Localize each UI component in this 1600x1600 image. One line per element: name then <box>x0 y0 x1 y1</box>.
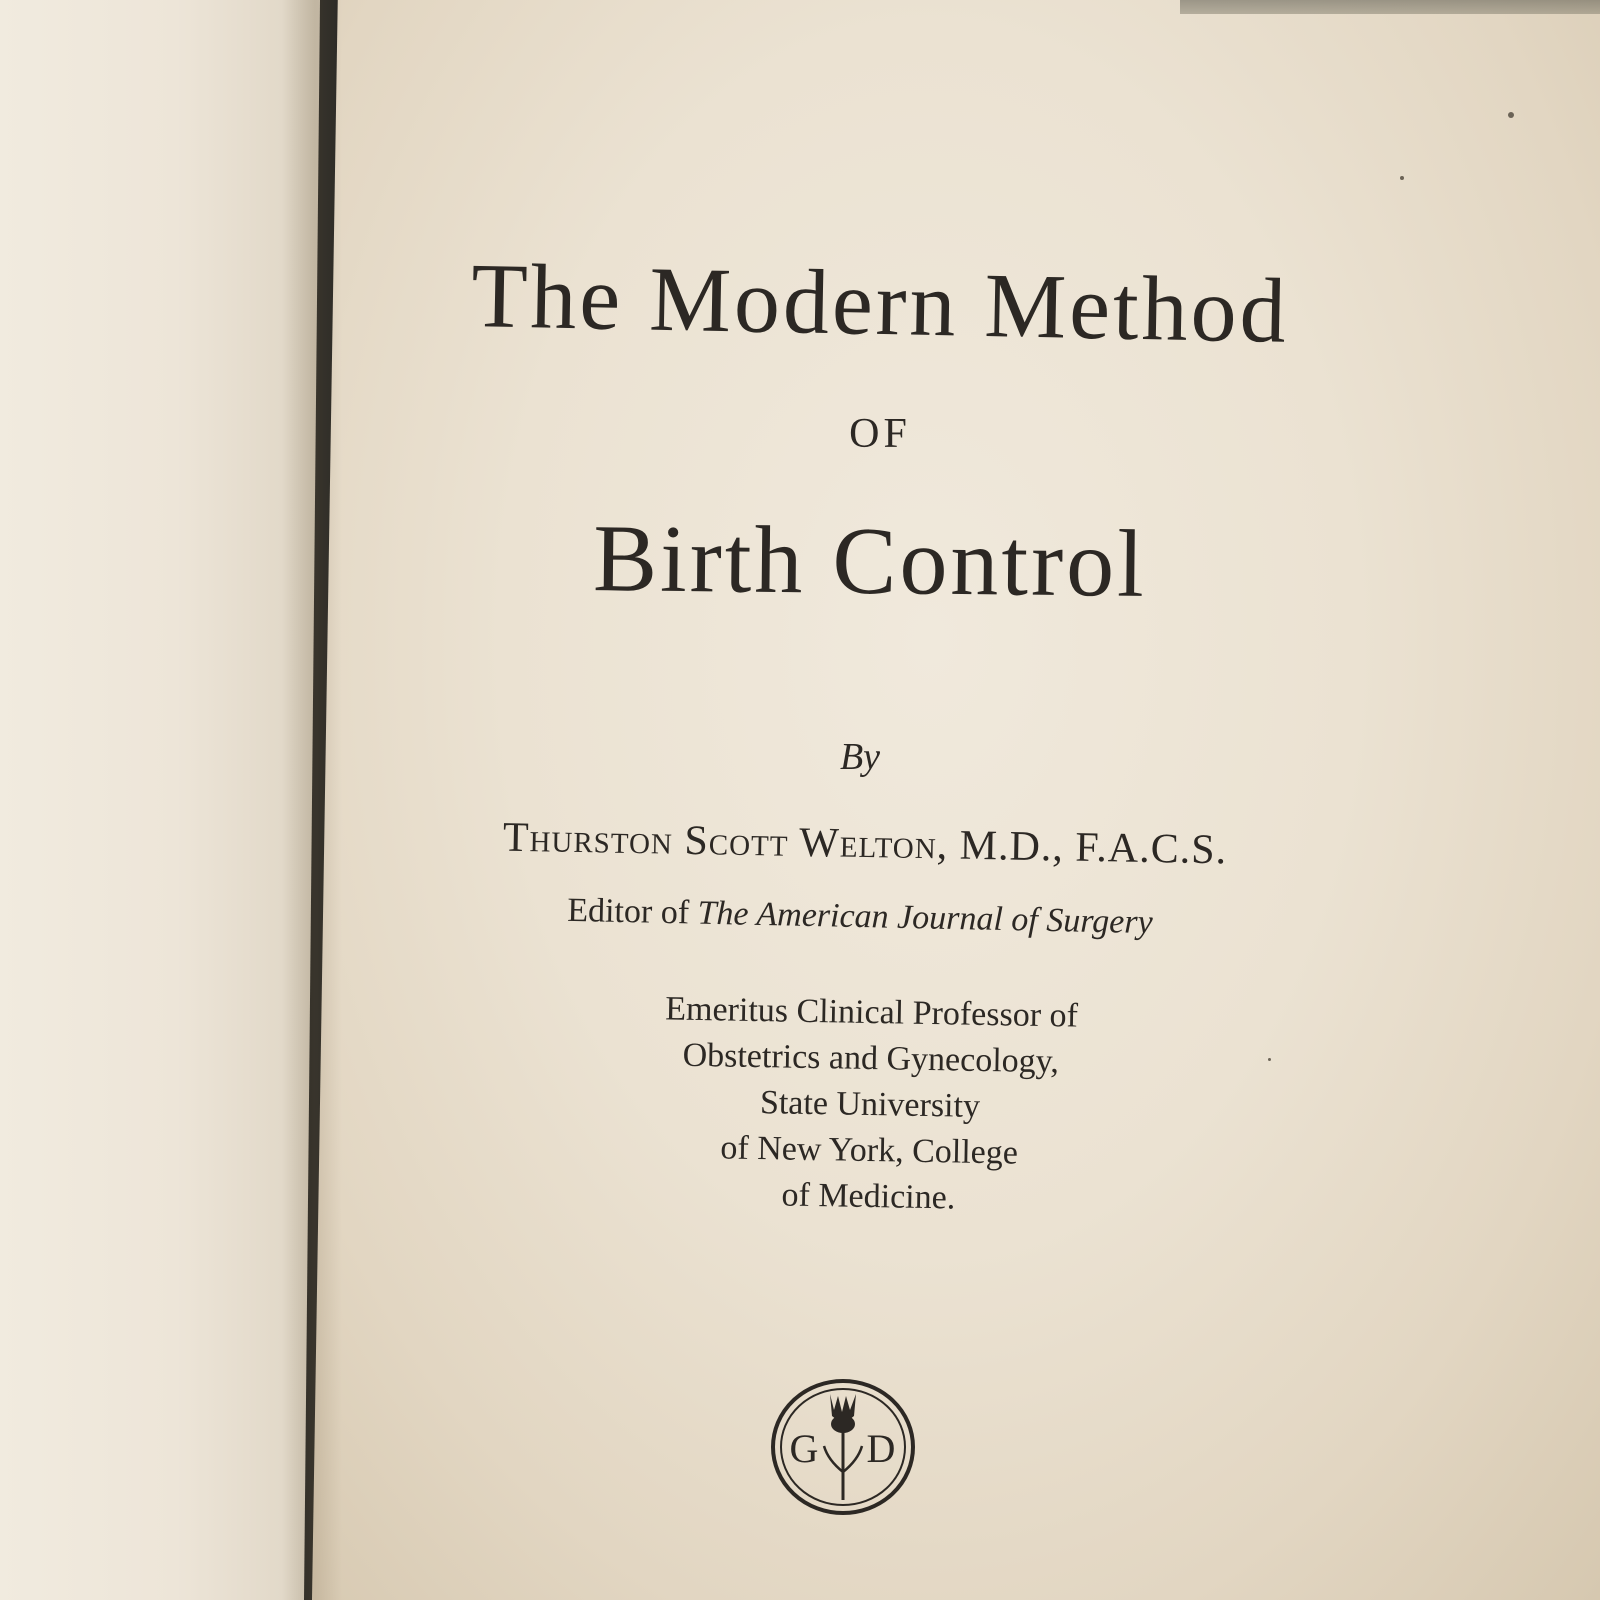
affiliation-line: State University <box>759 1084 981 1125</box>
paper-speck <box>1400 176 1404 180</box>
background-edge <box>1180 0 1600 14</box>
affiliation-line: Emeritus Clinical Professor of <box>664 990 1079 1035</box>
paper-speck <box>1268 1058 1271 1061</box>
paper-speck <box>1508 112 1514 118</box>
book-title-line-1: The Modern Method <box>470 244 1290 362</box>
author-name: Thurston Scott Welton, M.D., F.A.C.S. <box>502 814 1228 874</box>
book-title-line-2: Birth Control <box>592 504 1148 617</box>
thistle-icon <box>824 1394 862 1500</box>
affiliation-line: Obstetrics and Gynecology, <box>682 1036 1060 1081</box>
affiliation-line: of Medicine. <box>781 1176 956 1217</box>
editor-prefix: Editor of <box>566 891 690 932</box>
logo-letter-right: D <box>866 1426 896 1471</box>
logo-letter-left: G <box>789 1426 819 1471</box>
title-page <box>312 0 1600 1600</box>
byline: By <box>839 736 881 778</box>
left-page <box>0 0 320 1600</box>
author-affiliation <box>558 985 1182 1226</box>
book-title-of: OF <box>849 411 911 457</box>
publisher-logo <box>768 1376 918 1518</box>
book-gutter <box>282 0 342 1600</box>
journal-name: The American Journal of Surgery <box>697 894 1154 942</box>
affiliation-line: of New York, College <box>720 1129 1019 1172</box>
